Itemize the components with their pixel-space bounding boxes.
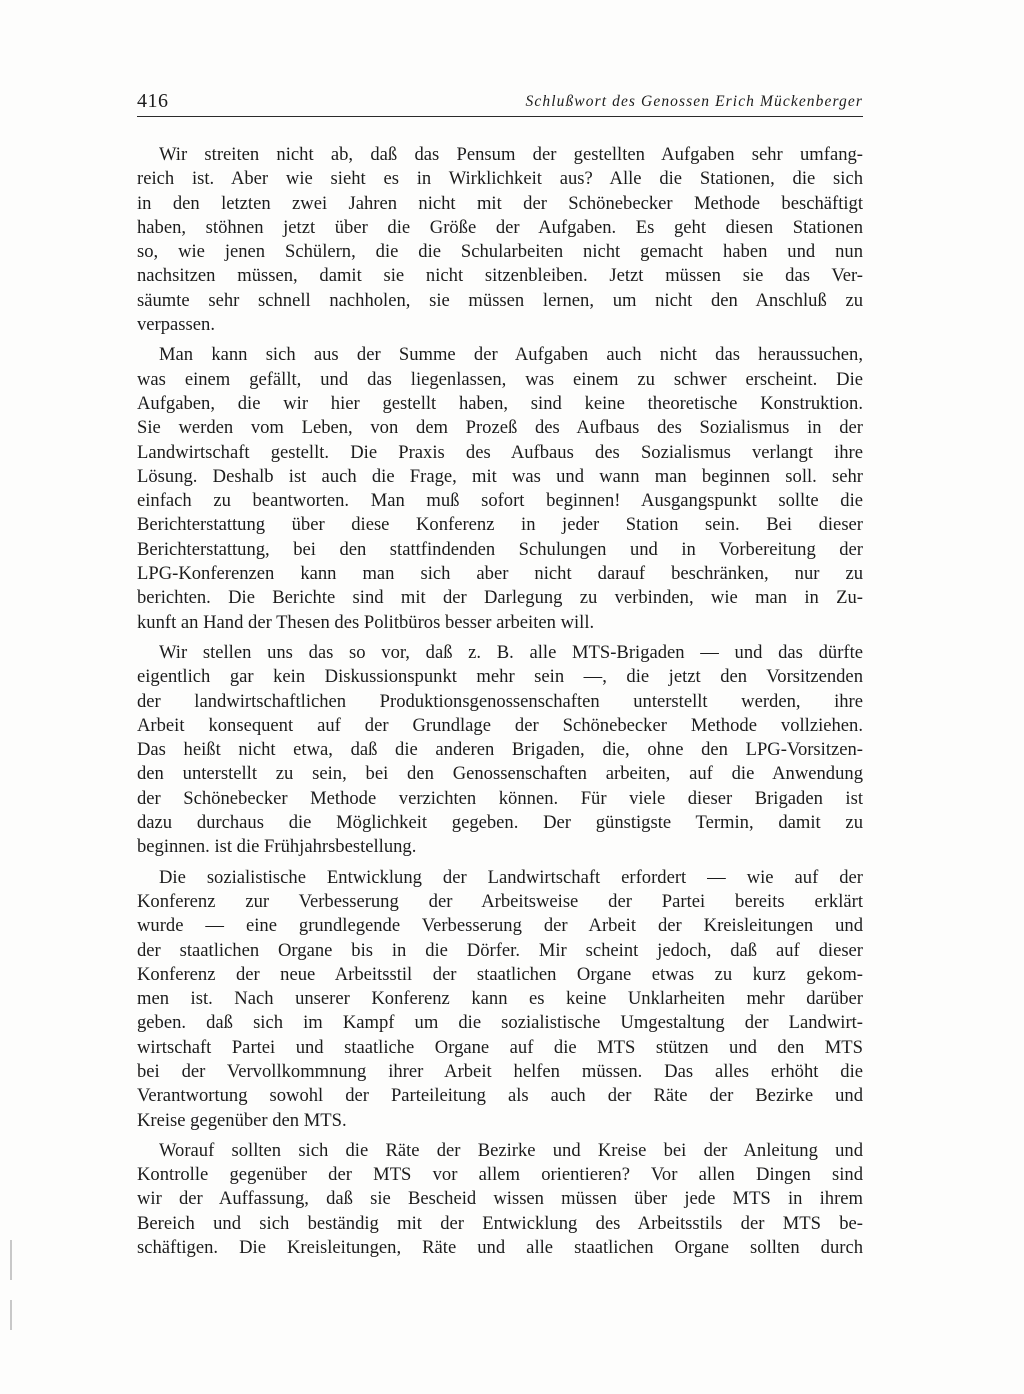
text-line: haben, stöhnen jetzt über die Größe der Aufgaben. Es geht diesen Stationen — [137, 216, 863, 238]
paragraph-1 — [137, 143, 863, 337]
text-line: Konferenz der neue Arbeitsstil der staatlichen Organe etwas zu kurz gekom- — [137, 963, 863, 985]
paragraph-5 — [137, 1139, 863, 1260]
text-line: den unterstellt zu sein, bei den Genossenschaften arbeiten, auf die Anwendung — [137, 763, 863, 785]
text-line: was einem gefällt, und das liegenlassen, was einem zu schwer erscheint. Die — [137, 368, 863, 390]
text-line: Berichterstattung über diese Konferenz in jeder Station sein. Bei dieser — [137, 514, 863, 536]
text-line: Die sozialistische Entwicklung der Landwirtschaft erfordert — wie auf der — [159, 866, 863, 888]
scan-margin-mark — [10, 1300, 12, 1330]
body-text — [137, 143, 863, 1266]
text-line: der landwirtschaftlichen Produktionsgenossenschaften unterstellt werden, ihre — [137, 690, 863, 712]
text-line: wirtschaft Partei und staatliche Organe auf die MTS stützen und den MTS — [137, 1036, 863, 1058]
text-line: Landwirtschaft gestellt. Die Praxis des Aufbaus des Sozialismus verlangt ihre — [137, 441, 863, 463]
text-line: bei der Vervollkommnung ihrer Arbeit helfen müssen. Das alles erhöht die — [137, 1060, 863, 1082]
text-line: Kontrolle gegenüber der MTS vor allem orientieren? Vor allen Dingen sind — [137, 1164, 863, 1186]
running-header — [137, 86, 863, 117]
text-line: LPG-Konferenzen kann man sich aber nicht darauf beschränken, nur zu — [137, 563, 863, 585]
text-line: beginnen. ist die Frühjahrsbestellung. — [137, 836, 417, 858]
text-line: der Schönebecker Methode verzichten können. Für viele dieser Brigaden ist — [137, 787, 863, 809]
text-line: reich ist. Aber wie sieht es in Wirklichkeit aus? Alle die Stationen, die sich — [137, 168, 863, 190]
scan-margin-mark — [10, 1240, 12, 1280]
paragraph-4 — [137, 866, 863, 1133]
text-line: einfach zu beantworten. Man muß sofort beginnen! Ausgangspunkt sollte die — [137, 490, 863, 512]
text-line: Wir stellen uns das so vor, daß z. B. alle MTS-Brigaden — und das dürfte — [159, 641, 863, 663]
text-line: Lösung. Deshalb ist auch die Frage, mit was und wann man beginnen soll. sehr — [137, 465, 863, 487]
text-line: wurde — eine grundlegende Verbesserung der Arbeit der Kreisleitungen und — [137, 915, 863, 937]
text-line: Worauf sollten sich die Räte der Bezirke und Kreise bei der Anleitung und — [159, 1139, 863, 1161]
text-line: wir der Auffassung, daß sie Bescheid wissen müssen über jede MTS in ihrem — [137, 1188, 863, 1210]
text-line: berichten. Die Berichte sind mit der Darlegung zu verbinden, wie man in Zu- — [137, 587, 863, 609]
text-line: Bereich und sich beständig mit der Entwicklung des Arbeitsstils der MTS be- — [137, 1212, 863, 1234]
paragraph-2 — [137, 343, 863, 635]
text-line: Arbeit konsequent auf der Grundlage der Schönebecker Methode vollziehen. — [137, 714, 863, 736]
text-line: Aufgaben, die wir hier gestellt haben, sind keine theoretische Konstruktion. — [137, 392, 863, 414]
text-line: Das heißt nicht etwa, daß die anderen Brigaden, die, ohne den LPG-Vorsitzen- — [137, 739, 863, 761]
text-line: Verantwortung sowohl der Parteileitung als auch der Räte der Bezirke und — [137, 1085, 863, 1107]
text-line: eigentlich gar kein Diskussionspunkt mehr sein —, die jetzt den Vorsitzenden — [137, 666, 863, 688]
text-line: Sie werden vom Leben, von dem Prozeß des Aufbaus des Sozialismus in der — [137, 417, 863, 439]
text-line: geben. daß sich im Kampf um die sozialistische Umgestaltung der Landwirt- — [137, 1012, 863, 1034]
text-line: dazu durchaus die Möglichkeit gegeben. Der günstigste Termin, damit zu — [137, 812, 863, 834]
page-number: 416 — [137, 90, 169, 112]
text-line: Konferenz zur Verbesserung der Arbeitsweise der Partei bereits erklärt — [137, 890, 863, 912]
text-line: kunft an Hand der Thesen des Politbüros besser arbeiten will. — [137, 611, 595, 633]
text-line: Kreise gegenüber den MTS. — [137, 1109, 347, 1131]
text-line: Man kann sich aus der Summe der Aufgaben auch nicht das heraussuchen, — [159, 344, 863, 366]
text-line: säumte sehr schnell nachholen, sie müssen lernen, um nicht den Anschluß zu — [137, 289, 863, 311]
running-title: Schlußwort des Genossen Erich Mückenberger — [525, 93, 863, 110]
text-line: men ist. Nach unserer Konferenz kann es keine Unklarheiten mehr darüber — [137, 988, 863, 1010]
text-line: Wir streiten nicht ab, daß das Pensum der gestellten Aufgaben sehr umfang- — [159, 144, 863, 165]
text-line: in den letzten zwei Jahren nicht mit der Schönebecker Methode beschäftigt — [137, 192, 863, 214]
text-line: so, wie jenen Schülern, die die Schularbeiten nicht gemacht haben und nun — [137, 241, 863, 263]
text-line: der staatlichen Organe bis in die Dörfer. Mir scheint jedoch, daß auf dieser — [137, 939, 863, 961]
text-line: schäftigen. Die Kreisleitungen, Räte und alle staatlichen Organe sollten durch — [137, 1237, 863, 1259]
paragraph-3 — [137, 641, 863, 860]
text-line: nachsitzen müssen, damit sie nicht sitzenbleiben. Jetzt müssen sie das Ver- — [137, 265, 863, 287]
text-line: verpassen. — [137, 314, 215, 336]
text-line: Berichterstattung, bei den stattfindenden Schulungen und in Vorbereitung der — [137, 538, 863, 560]
